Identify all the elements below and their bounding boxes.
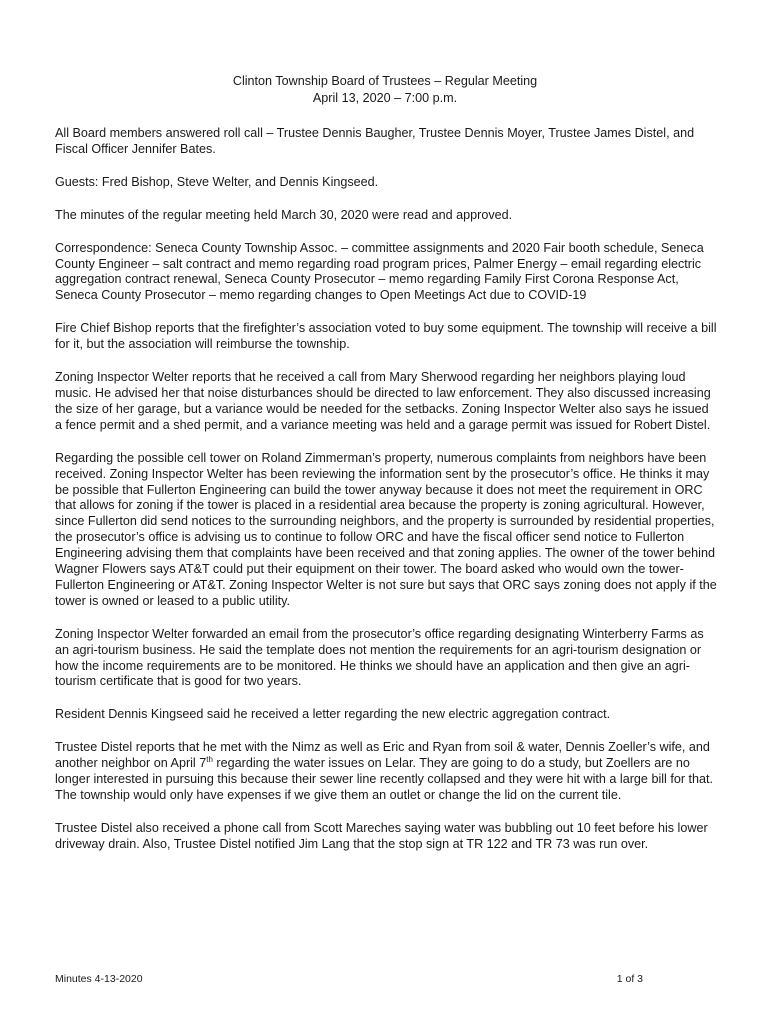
ordinal-suffix: th (206, 755, 213, 764)
footer-document-id: Minutes 4-13-2020 (55, 973, 143, 985)
paragraph-cell-tower: Regarding the possible cell tower on Roland Zimmerman’s property, numerous complaints from neighbors have been received. Zoning Inspector Welter has been reviewing the information sent by the prosecutor’s office. He thinks it may be possible that Fullerton Engineering can build the tower anyway because it does not meet the requirement in ORC that allows for zoning if the tower is placed in a residential area because the property is zoning agricultural. However, since Fullerton did send notices to the surrounding neighbors, and the property is surrounded by residential properties, the prosecutor’s office is advising us to continue to follow ORC and have the fiscal officer send notice to Fullerton Engineering advising them that complaints have been received and that zoning applies. The owner of the tower behind Wagner Flowers says AT&T could put their equipment on their tower. The board asked who would own the tower- Fullerton Engineering or AT&T. Zoning Inspector Welter is not sure but says that ORC says zoning does not apply if the tower is owned or leased to a public utility. (55, 450, 717, 608)
paragraph-roll-call: All Board members answered roll call – Trustee Dennis Baugher, Trustee Dennis Moyer, Trustee James Distel, and Fiscal Officer Jennifer Bates. (55, 126, 695, 156)
paragraph-distel-water (55, 740, 717, 804)
paragraph-agri-tourism: Zoning Inspector Welter forwarded an email from the prosecutor’s office regarding designating Winterberry Farms as an agri-tourism business. He said the template does not mention the requirements for an agri-tourism designation or how the income requirements are to be monitored. He thinks we should have an application and then give an agri-tourism certificate that is good for two years. (55, 626, 704, 689)
title-line-1: Clinton Township Board of Trustees – Regular Meeting (232, 74, 538, 88)
distel-water-text-1: Trustee Distel reports that he met with the Nimz as well as Eric and Ryan from soil & water, Dennis Zoeller’s wife, and another neighbor on April 7 (55, 740, 710, 771)
document-body (55, 126, 717, 870)
paragraph-distel-drain: Trustee Distel also received a phone call from Scott Mareches saying water was bubbling out 10 feet before his lower driveway drain. Also, Trustee Distel notified Jim Lang that the stop sign at TR 122 and TR 73 was run over. (55, 820, 708, 851)
paragraph-correspondence: Correspondence: Seneca County Township Assoc. – committee assignments and 2020 Fair booth schedule, Seneca County Engineer – salt contract and memo regarding road program prices, Palmer Energy – email regarding electric aggregation contract renewal, Seneca County Prosecutor – memo regarding Family First Corona Response Act, Seneca County Prosecutor – memo regarding changes to Open Meetings Act due to COVID-19 (55, 240, 704, 303)
distel-water-text-2: regarding the water issues on Lelar. They are going to do a study, but Zoellers are no longer interested in pursuing this because their sewer line recently collapsed and they were hit with a large bill for that. The township would only have expenses if we give them an outlet or change the lid on the current tile. (55, 756, 714, 802)
paragraph-minutes: The minutes of the regular meeting held March 30, 2020 were read and approved. (55, 207, 513, 222)
paragraph-fire-chief: Fire Chief Bishop reports that the firefighter’s association voted to buy some equipment. The township will receive a bill for it, but the association will reimburse the township. (55, 321, 717, 352)
document-title (0, 73, 770, 107)
paragraph-guests: Guests: Fred Bishop, Steve Welter, and Dennis Kingseed. (55, 174, 379, 189)
paragraph-zoning-report: Zoning Inspector Welter reports that he received a call from Mary Sherwood regarding her neighbors playing loud music. He advised her that noise disturbances should be directed to law enforcement. They also discussed increasing the size of her garage, but a variance would be needed for the setbacks. Zoning Inspector Welter also says he issued a fence permit and a shed permit, and a variance meeting was held and a garage permit was issued for Robert Distel. (55, 370, 711, 432)
paragraph-kingseed: Resident Dennis Kingseed said he received a letter regarding the new electric aggregation contract. (55, 707, 611, 722)
title-line-2: April 13, 2020 – 7:00 p.m. (312, 91, 458, 105)
footer-page-number: 1 of 3 (616, 973, 643, 985)
